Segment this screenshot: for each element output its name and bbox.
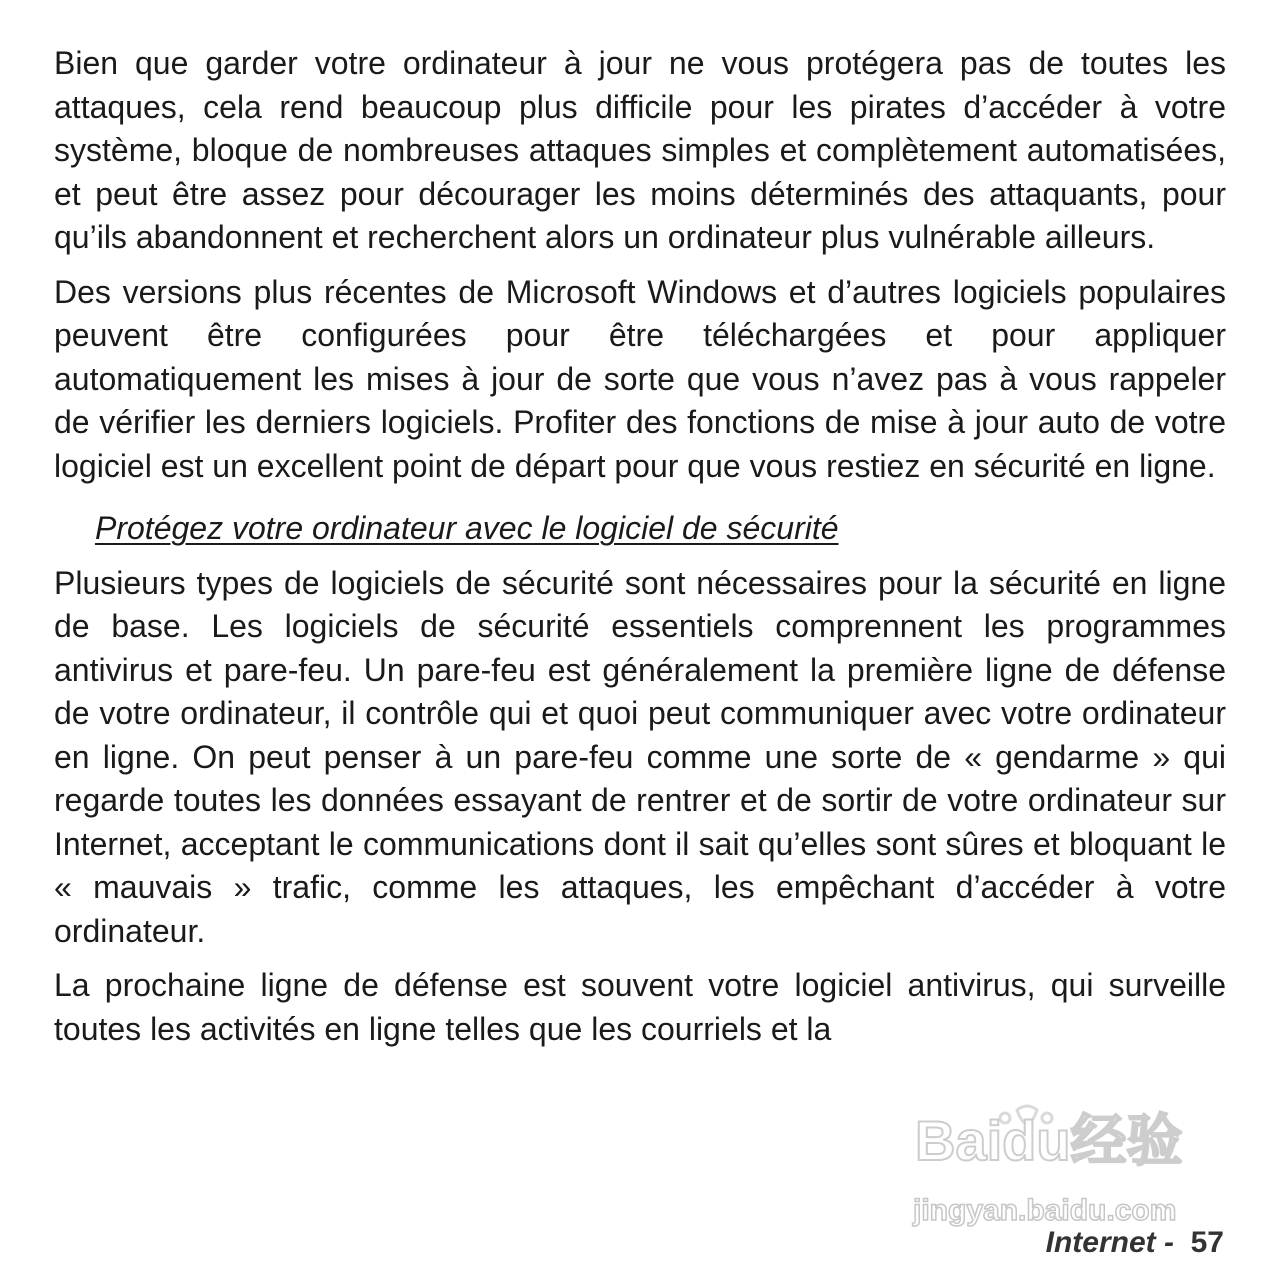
page-footer [1046, 1226, 1224, 1260]
paragraph-automatic-updates: Des versions plus récentes de Microsoft Windows et d’autres logiciels populaires peuvent être configurées pour être téléchargées et pour appliquer automatiquement les mises à jour de sorte que vous n’avez pas à vous rappeler de vérifier les derniers logiciels. Profiter des fonctions de mise à jour auto de votre logiciel est un excellent point de départ pour que vous restiez en sécurité en ligne. [54, 273, 1226, 484]
page-number: 57 [1190, 1226, 1224, 1259]
paragraph-firewall: Plusieurs types de logiciels de sécurité sont nécessaires pour la sécurité en ligne de base. Les logiciels de sécurité essentiels comprennent les programmes antivirus et pare-feu. Un pare-feu est généralement la première ligne de défense de votre ordinateur, il contrôle qui et quoi peut communiquer avec votre ordinateur en ligne. On peut penser à un pare-feu comme une sorte de « gendarme » qui regarde toutes les données essayant de rentrer et de sortir de votre ordinateur sur Internet, acceptant le communications dont il sait qu’elles sont sûres et bloquant le « mauvais » trafic, comme les attaques, les empêchant d’accéder à votre ordinateur. [54, 564, 1226, 949]
paw-icon [1017, 1106, 1037, 1124]
watermark-url-text: jingyan.baidu.com [913, 1194, 1177, 1227]
footer-section-name: Internet [1045, 1226, 1156, 1259]
watermark-main-text: Baidu经验 [915, 1109, 1183, 1172]
section-heading: Protégez votre ordinateur avec le logiciel de sécurité [95, 510, 839, 546]
page-content [54, 42, 1226, 1062]
paragraph-antivirus: La prochaine ligne de défense est souvent votre logiciel antivirus, qui surveille toutes les activités en ligne telles que les courriels et la [54, 967, 1226, 1047]
baidu-watermark [905, 1088, 1205, 1228]
footer-separator: - [1155, 1226, 1191, 1259]
paragraph-updates-protection: Bien que garder votre ordinateur à jour ne vous protégera pas de toutes les attaques, cela rend beaucoup plus difficile pour les pirates d’accéder à votre système, bloque de nombreuses attaques simples et complètement automatisées, et peut être assez pour décourager les moins déterminés des attaquants, pour qu’ils abandonnent et recherchent alors un ordinateur plus vulnérable ailleurs. [54, 45, 1226, 255]
